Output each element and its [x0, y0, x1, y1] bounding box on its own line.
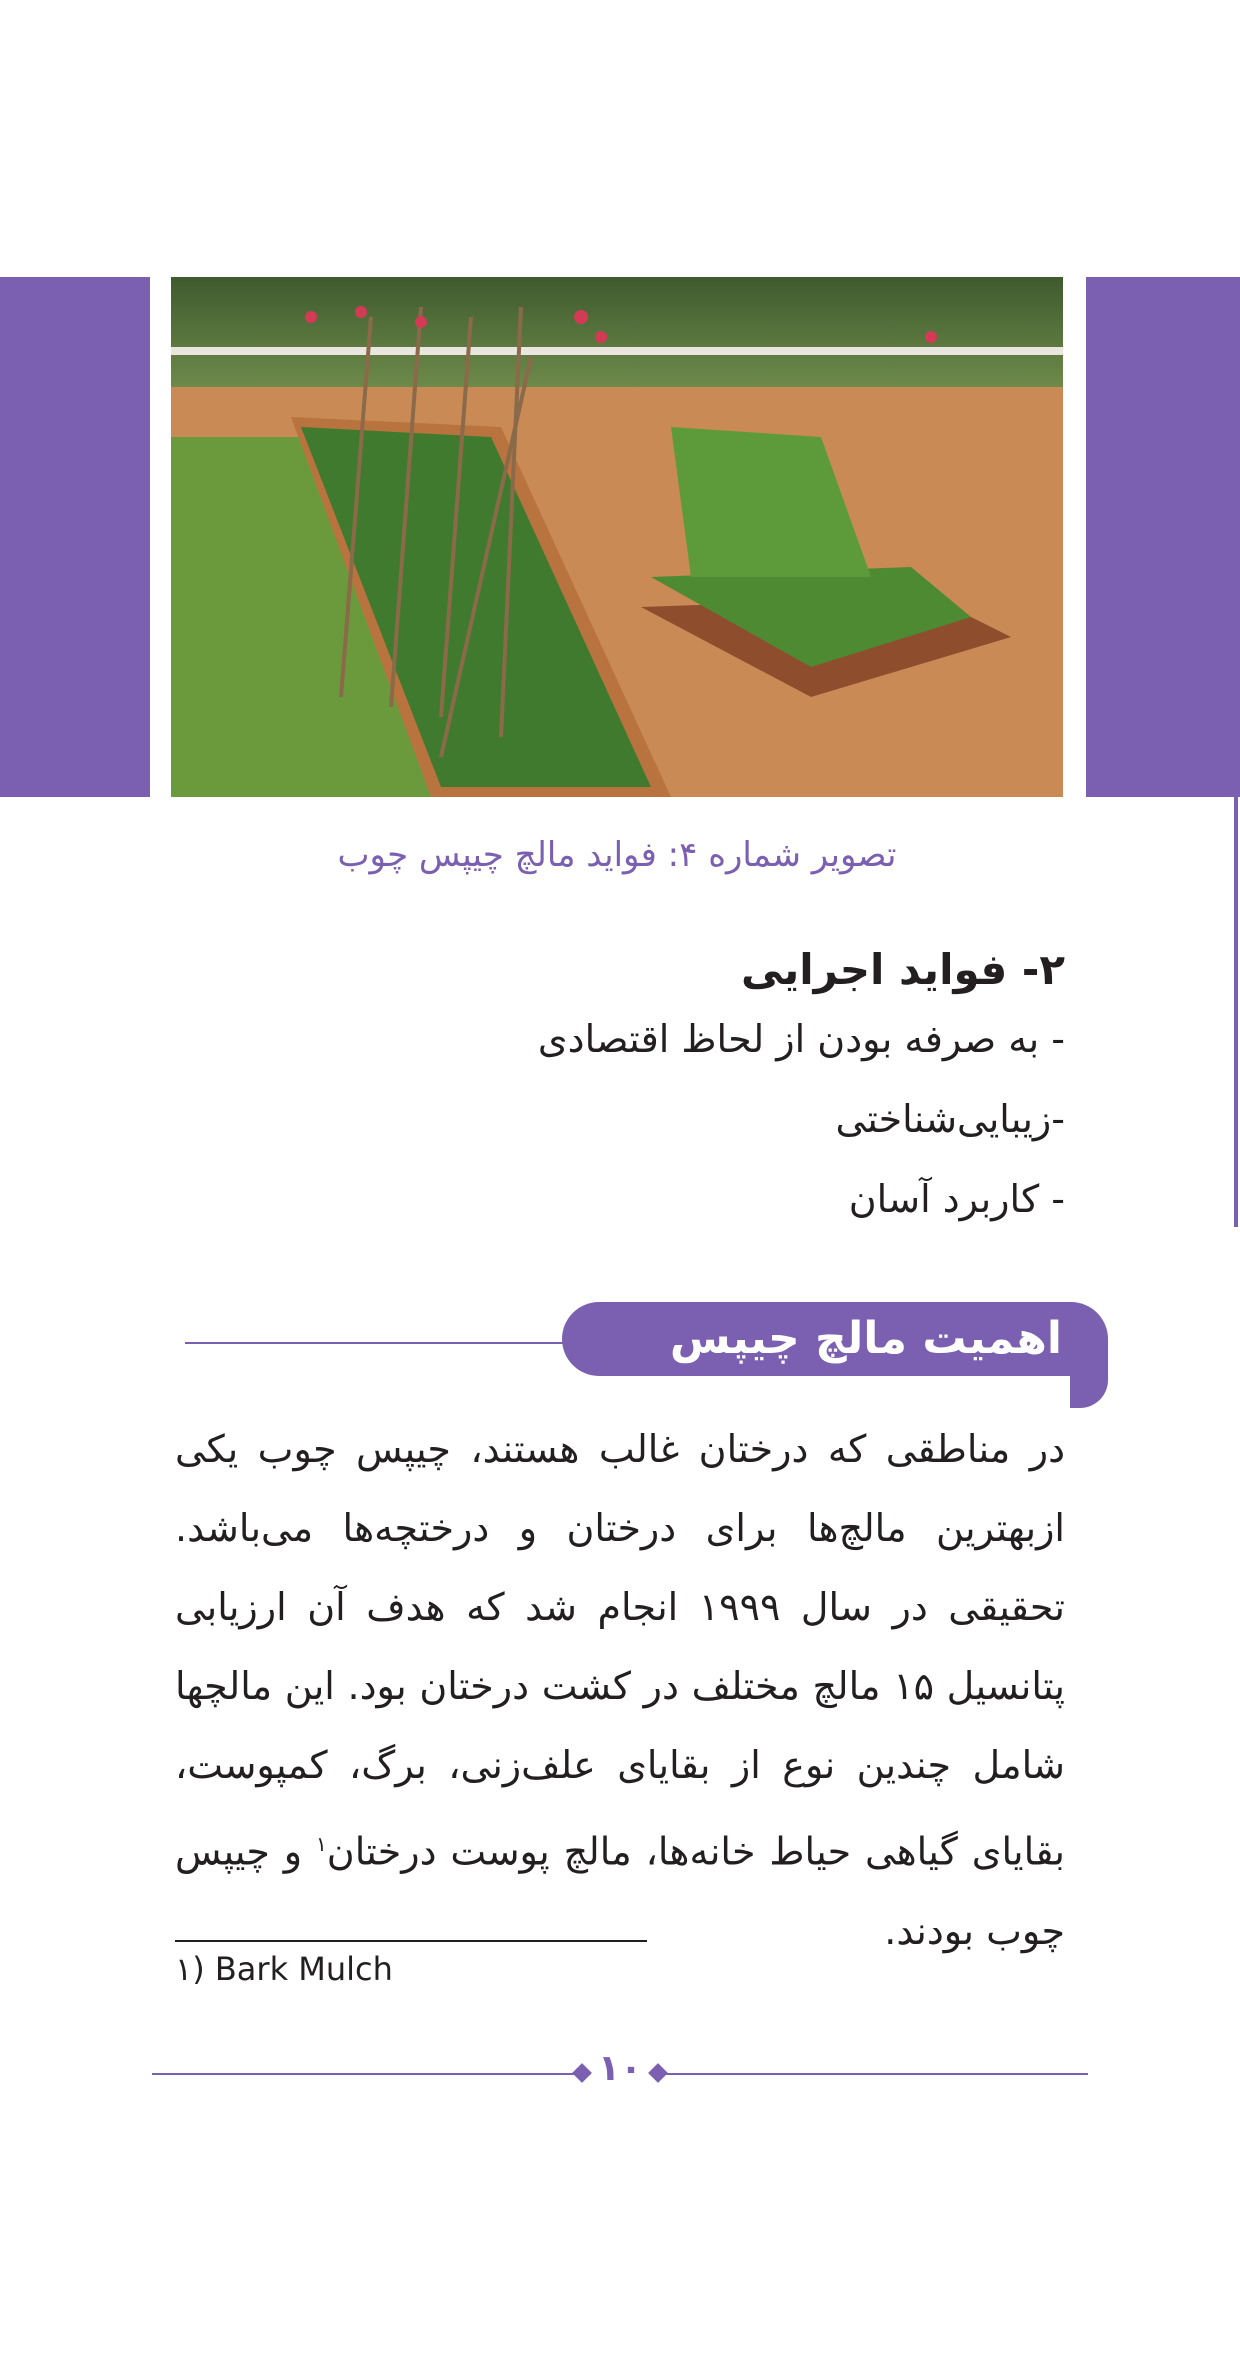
figure-caption: تصویر شماره ۴: فواید مالچ چیپس چوب — [337, 835, 897, 875]
garden-photo — [171, 277, 1063, 797]
heading-pill-tab — [1070, 1340, 1108, 1408]
paragraph-text: در مناطقی که درختان غالب هستند، چیپس چوب یکی ازبهترین مالچ‌ها برای درختان و درختچه‌ها می‌باشد. تحقیقی در سال ۱۹۹۹ انجام شد که هدف آن ارزیابی پتانسیل ۱۵ مالچ مختلف در کشت درختان بود. این مالچها شامل چندین نوع از بقایای علف‌زنی، برگ، کمپوست، بقایای گیاهی حیاط خانه‌ها، مالچ پوست درختان — [175, 1427, 1066, 1874]
diamond-icon — [572, 2063, 592, 2083]
page-number: ۱۰ — [598, 2048, 642, 2089]
left-accent-bar — [0, 277, 150, 797]
importance-heading: اهمیت مالچ چیپس چوب: — [669, 1313, 1062, 1438]
list-item: - کاربرد آسان — [848, 1177, 1065, 1221]
right-accent-bar — [1086, 277, 1240, 797]
right-accent-line — [1234, 797, 1238, 1227]
page-rule-left — [152, 2073, 577, 2075]
heading-rule — [185, 1342, 575, 1344]
section-practical-benefits — [185, 945, 1065, 1254]
footnote: ۱) Bark Mulch — [175, 1950, 393, 1988]
paragraph-text-end: و چیپس چوب بودند. — [175, 1829, 1065, 1953]
list-item: -زیبایی‌شناختی — [835, 1097, 1065, 1141]
footnote-rule — [175, 1940, 647, 1942]
body-paragraph — [175, 1410, 1065, 1971]
footnote-ref: ۱ — [316, 1832, 327, 1856]
garden-illustration — [171, 277, 1063, 797]
page-rule-right — [663, 2073, 1088, 2075]
section-heading: ۲- فواید اجرایی — [740, 945, 1065, 994]
list-item: - به صرفه بودن از لحاظ اقتصادی — [537, 1017, 1065, 1061]
